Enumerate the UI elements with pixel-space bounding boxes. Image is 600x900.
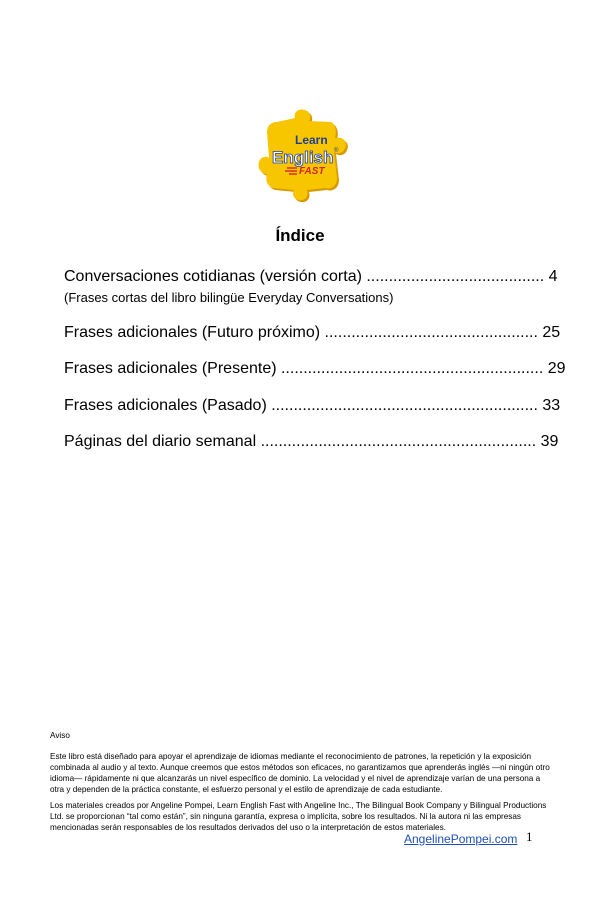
- toc-entry-pasado: Frases adicionales (Pasado) ............................................................ 33: [64, 397, 561, 414]
- logo-text-learn: Learn: [295, 133, 328, 147]
- toc-entry-presente: Frases adicionales (Presente) ........................................................... 29: [64, 360, 566, 377]
- website-link[interactable]: AngelinePompei.com: [404, 832, 518, 846]
- notice-paragraph: Este libro está diseñado para apoyar el aprendizaje de idiomas mediante el reconocimiento de patrones, la repetición y la exposición combinada al audio y al texto. Aunque creemos que estos métodos son eficaces, no garantizamos que aprenderás inglés —ni ningún otro idioma— rápidamente ni que alcanzarás un nivel específico de dominio. La velocidad y el nivel de aprendizaje varían de una persona a otra y dependen de la práctica constante, el esfuerzo personal y el estilo de aprendizaje de cada estudiante.: [50, 752, 550, 794]
- puzzle-piece-logo-graphic: [255, 108, 349, 202]
- toc-entry-diario: Páginas del diario semanal .............................................................. 39: [64, 433, 559, 450]
- page-number: 1: [526, 829, 533, 844]
- learn-english-fast-logo: [255, 108, 349, 202]
- logo-registered-mark: ®: [334, 148, 339, 154]
- notice-heading: Aviso: [50, 731, 70, 740]
- toc-entry-subtitle: (Frases cortas del libro bilingüe Everyday Conversations): [64, 290, 394, 305]
- logo-text-fast: FAST: [299, 166, 325, 177]
- notice-paragraph: Los materiales creados por Angeline Pompei, Learn English Fast with Angeline Inc., The Bilingual Book Company y Bilingual Productions Ltd. se proporcionan “tal como están”, sin ninguna garantía, expresa o implícita, sobre los resultados. Ni la autora ni las empresas mencionadas serán responsables de los resultados derivados del uso o la interpretación de estos materiales.: [50, 801, 547, 832]
- page-title: Índice: [275, 226, 325, 245]
- toc-entry-conversaciones: Conversaciones cotidianas (versión corta) ........................................ 4: [64, 268, 558, 285]
- toc-entry-futuro: Frases adicionales (Futuro próximo) ................................................ 25: [64, 324, 561, 341]
- logo-text-english: English: [272, 148, 334, 167]
